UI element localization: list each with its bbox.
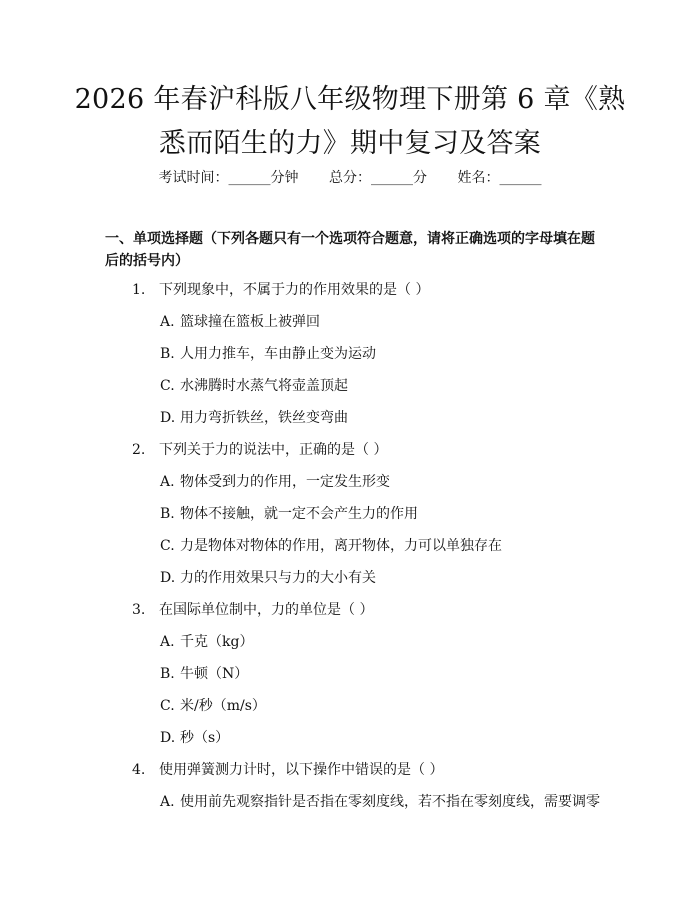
question-text: 使用弹簧测力计时，以下操作中错误的是（ ）	[159, 762, 444, 778]
option-letter: A.	[160, 634, 175, 650]
question-number: 1.	[132, 282, 146, 298]
question-text: 下列关于力的说法中，正确的是（ ）	[159, 442, 388, 458]
option-text: 米/秒（m/s）	[180, 698, 266, 714]
option-letter: D.	[160, 570, 176, 586]
option-letter: B.	[160, 506, 175, 522]
question-number: 3.	[132, 602, 146, 618]
option-letter: C.	[160, 378, 175, 394]
student-name-field: 姓名：______	[457, 170, 542, 186]
option-text: 用力弯折铁丝，铁丝变弯曲	[180, 410, 348, 426]
section-heading-line-1: 一、单项选择题（下列各题只有一个选项符合题意，请将正确选项的字母填在题	[105, 231, 595, 247]
question-4	[132, 760, 443, 780]
option-text: 使用前先观察指针是否指在零刻度线，若不指在零刻度线，需要调零	[180, 794, 600, 810]
question-1-option-a	[160, 312, 320, 332]
exam-time-field: 考试时间：______分钟	[158, 170, 299, 186]
section-heading	[105, 228, 600, 272]
option-letter: D.	[160, 410, 176, 426]
question-2-option-c	[160, 536, 502, 556]
question-2-option-a	[160, 472, 390, 492]
option-letter: A.	[160, 314, 175, 330]
option-text: 篮球撞在篮板上被弹回	[180, 314, 320, 330]
question-4-option-a	[160, 792, 600, 812]
question-1-option-d	[160, 408, 348, 428]
title-line-2: 悉而陌生的力》期中复习及答案	[158, 128, 542, 159]
option-letter: A.	[160, 794, 175, 810]
option-text: 物体受到力的作用，一定发生形变	[180, 474, 390, 490]
section-heading-line-2: 后的括号内）	[105, 253, 189, 269]
exam-meta	[0, 168, 700, 188]
question-1	[132, 280, 429, 300]
option-letter: B.	[160, 346, 175, 362]
question-number: 4.	[132, 762, 146, 778]
question-number: 2.	[132, 442, 146, 458]
question-3-option-b	[160, 664, 248, 684]
title-line-1: 2026 年春沪科版八年级物理下册第 6 章《熟	[74, 84, 626, 115]
question-3	[132, 600, 373, 620]
question-1-option-c	[160, 376, 348, 396]
option-text: 千克（kg）	[180, 634, 254, 650]
option-text: 秒（s）	[180, 730, 230, 746]
option-text: 牛顿（N）	[180, 666, 249, 682]
option-letter: C.	[160, 538, 175, 554]
option-text: 水沸腾时水蒸气将壶盖顶起	[180, 378, 348, 394]
option-letter: A.	[160, 474, 175, 490]
option-text: 力的作用效果只与力的大小有关	[180, 570, 376, 586]
option-text: 力是物体对物体的作用，离开物体，力可以单独存在	[180, 538, 502, 554]
total-score-field: 总分：______分	[329, 170, 427, 186]
exam-title	[60, 78, 640, 166]
question-text: 在国际单位制中，力的单位是（ ）	[159, 602, 374, 618]
option-letter: B.	[160, 666, 175, 682]
question-3-option-d	[160, 728, 229, 748]
question-2-option-b	[160, 504, 418, 524]
option-text: 物体不接触，就一定不会产生力的作用	[180, 506, 418, 522]
option-letter: C.	[160, 698, 175, 714]
question-2	[132, 440, 387, 460]
option-text: 人用力推车，车由静止变为运动	[180, 346, 376, 362]
question-3-option-c	[160, 696, 266, 716]
question-text: 下列现象中，不属于力的作用效果的是（ ）	[159, 282, 430, 298]
question-1-option-b	[160, 344, 376, 364]
option-letter: D.	[160, 730, 176, 746]
question-2-option-d	[160, 568, 376, 588]
question-3-option-a	[160, 632, 253, 652]
